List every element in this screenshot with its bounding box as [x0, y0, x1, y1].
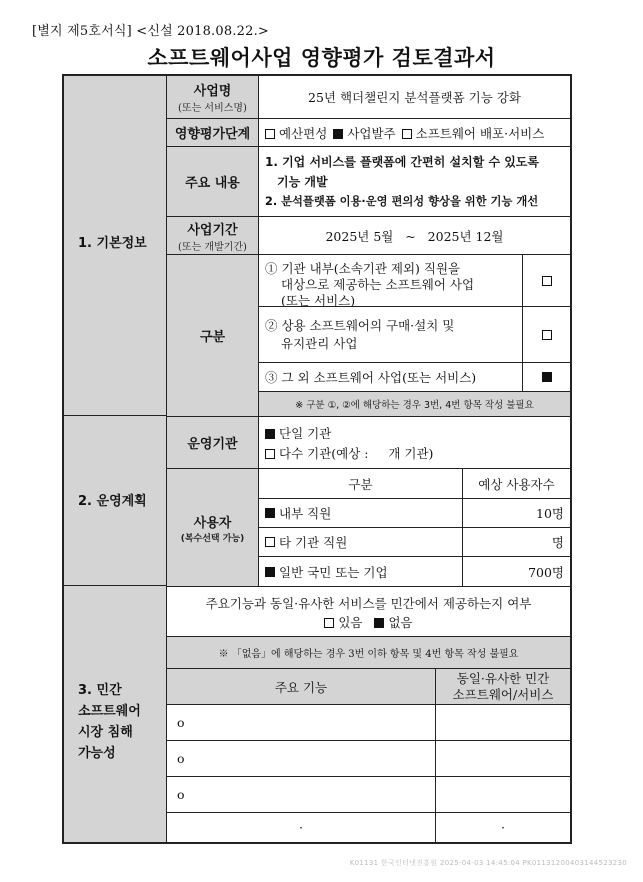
- checkbox-empty-icon: [542, 330, 552, 340]
- section-label: 1. 기본정보: [78, 236, 147, 251]
- type-2-checkbox[interactable]: [522, 306, 570, 362]
- checkbox-filled-icon: [542, 372, 552, 382]
- period-label-cell: [167, 216, 258, 254]
- checkbox-empty-icon: [324, 618, 334, 628]
- market-option-no[interactable]: 없음: [374, 615, 412, 630]
- market-col-similar: 동일·유사한 민간 소프트웨어/서비스: [435, 668, 570, 704]
- user-row-other-org[interactable]: 타 기관 직원: [258, 527, 462, 556]
- org-option-single[interactable]: 단일 기관: [265, 424, 570, 444]
- checkbox-filled-icon: [265, 429, 275, 439]
- checkbox-empty-icon: [542, 276, 552, 286]
- market-row-feature: o: [167, 704, 435, 740]
- section-label-line: 소프트웨어: [78, 704, 141, 719]
- user-count-internal: 10명: [462, 498, 570, 527]
- stage-option-deploy[interactable]: 소프트웨어 배포·서비스: [402, 124, 545, 142]
- section-basic-info: [64, 76, 166, 416]
- type-label-cell: [167, 254, 258, 416]
- review-form-table: [62, 74, 572, 844]
- document-title: 소프트웨어사업 영향평가 검토결과서: [147, 46, 496, 70]
- content-value: [258, 146, 570, 216]
- market-note: ※ 「없음」에 해당하는 경우 3번 이하 항목 및 4번 항목 작성 불필요: [167, 636, 570, 668]
- market-question-text: 주요기능과 동일·유사한 서비스를 민간에서 제공하는지 여부: [205, 596, 532, 611]
- org-label: 운영기관: [187, 437, 238, 452]
- user-count-public: 700명: [462, 556, 570, 586]
- section-label-line: 3. 민간: [78, 683, 122, 698]
- market-row-similar: [435, 740, 570, 776]
- checkbox-empty-icon: [265, 449, 275, 459]
- stage-options: [258, 118, 570, 146]
- section-label-line: 가능성: [78, 746, 116, 761]
- type-note: ※ 구분 ①, ②에 해당하는 경우 3번, 4번 항목 작성 불필요: [258, 391, 570, 416]
- user-row-public[interactable]: 일반 국민 또는 기업: [258, 556, 462, 586]
- market-row-similar: ·: [435, 812, 570, 842]
- type-1-checkbox[interactable]: [522, 254, 570, 306]
- type-option-3: ③ 그 외 소프트웨어 사업(또는 서비스): [258, 362, 522, 391]
- market-option-yes[interactable]: 있음: [324, 615, 362, 630]
- market-row-feature: ·: [167, 812, 435, 842]
- checkbox-filled-icon: [374, 618, 384, 628]
- period-label: 사업기간: [187, 222, 238, 238]
- user-count-other-org: 명: [462, 527, 570, 556]
- type-3-checkbox[interactable]: [522, 362, 570, 391]
- market-row-similar: [435, 704, 570, 740]
- checkbox-empty-icon: [265, 129, 275, 139]
- checkbox-empty-icon: [402, 129, 412, 139]
- user-label: 사용자: [193, 515, 232, 531]
- checkbox-filled-icon: [333, 129, 343, 139]
- checkbox-empty-icon: [265, 537, 275, 547]
- user-label-cell: [167, 468, 258, 586]
- market-row-similar: [435, 776, 570, 812]
- user-col-header-count: 예상 사용자수: [462, 468, 570, 498]
- section-market-impact: [64, 586, 166, 842]
- type-option-1: ① 기관 내부(소속기관 제외) 직원을 대상으로 제공하는 소프트웨어 사업 (또는 서비스): [258, 254, 522, 306]
- content-line: 2. 분석플랫폼 이용·운영 편의성 향상을 위한 기능 개선: [265, 195, 539, 208]
- project-name-label-cell: [167, 76, 258, 118]
- user-row-internal[interactable]: 내부 직원: [258, 498, 462, 527]
- period-sublabel: (또는 개발기간): [178, 241, 247, 253]
- stage-label: 영향평가단계: [174, 127, 251, 142]
- section-operation-plan: [64, 416, 166, 586]
- checkbox-filled-icon: [265, 567, 275, 577]
- market-row-feature: o: [167, 776, 435, 812]
- stage-label-cell: [167, 118, 258, 146]
- project-name-sublabel: (또는 서비스명): [178, 103, 247, 114]
- market-row-feature: o: [167, 740, 435, 776]
- content-label: 주요 내용: [185, 176, 240, 191]
- project-name-value: 25년 핵더챌린지 분석플랫폼 기능 강화: [258, 76, 570, 118]
- content-label-cell: [167, 146, 258, 216]
- content-line: 기능 개발: [277, 175, 328, 189]
- user-sublabel: (복수선택 가능): [180, 533, 245, 544]
- market-col-main: 주요 기능: [167, 668, 435, 704]
- content-line: 1. 기업 서비스를 플랫폼에 간편히 설치할 수 있도록: [265, 155, 539, 169]
- form-header-note: [별지 제5호서식] <신설 2018.08.22.>: [32, 24, 270, 39]
- period-value: 2025년 5월 ~ 2025년 12월: [258, 216, 570, 254]
- section-label: 2. 운영계획: [78, 494, 147, 509]
- section-label-line: 시장 침해: [78, 725, 133, 740]
- org-options: [258, 416, 570, 468]
- stage-option-budget[interactable]: 예산편성: [265, 124, 327, 142]
- org-label-cell: [167, 416, 258, 468]
- stage-option-order[interactable]: 사업발주: [333, 124, 395, 142]
- org-option-multi[interactable]: 다수 기관(예상 : 개 기관): [265, 444, 570, 464]
- project-name-label: 사업명: [193, 84, 232, 99]
- market-question: [167, 586, 570, 636]
- user-col-header-type: 구분: [258, 468, 462, 498]
- checkbox-filled-icon: [265, 508, 275, 518]
- type-label: 구분: [199, 330, 226, 345]
- print-stamp: K01131 한국인터넷진흥원 2025-04-03 14:45:04 PK01131200403144523230: [349, 859, 627, 867]
- type-option-2: ② 상용 소프트웨어의 구매·설치 및 유지관리 사업: [258, 306, 522, 362]
